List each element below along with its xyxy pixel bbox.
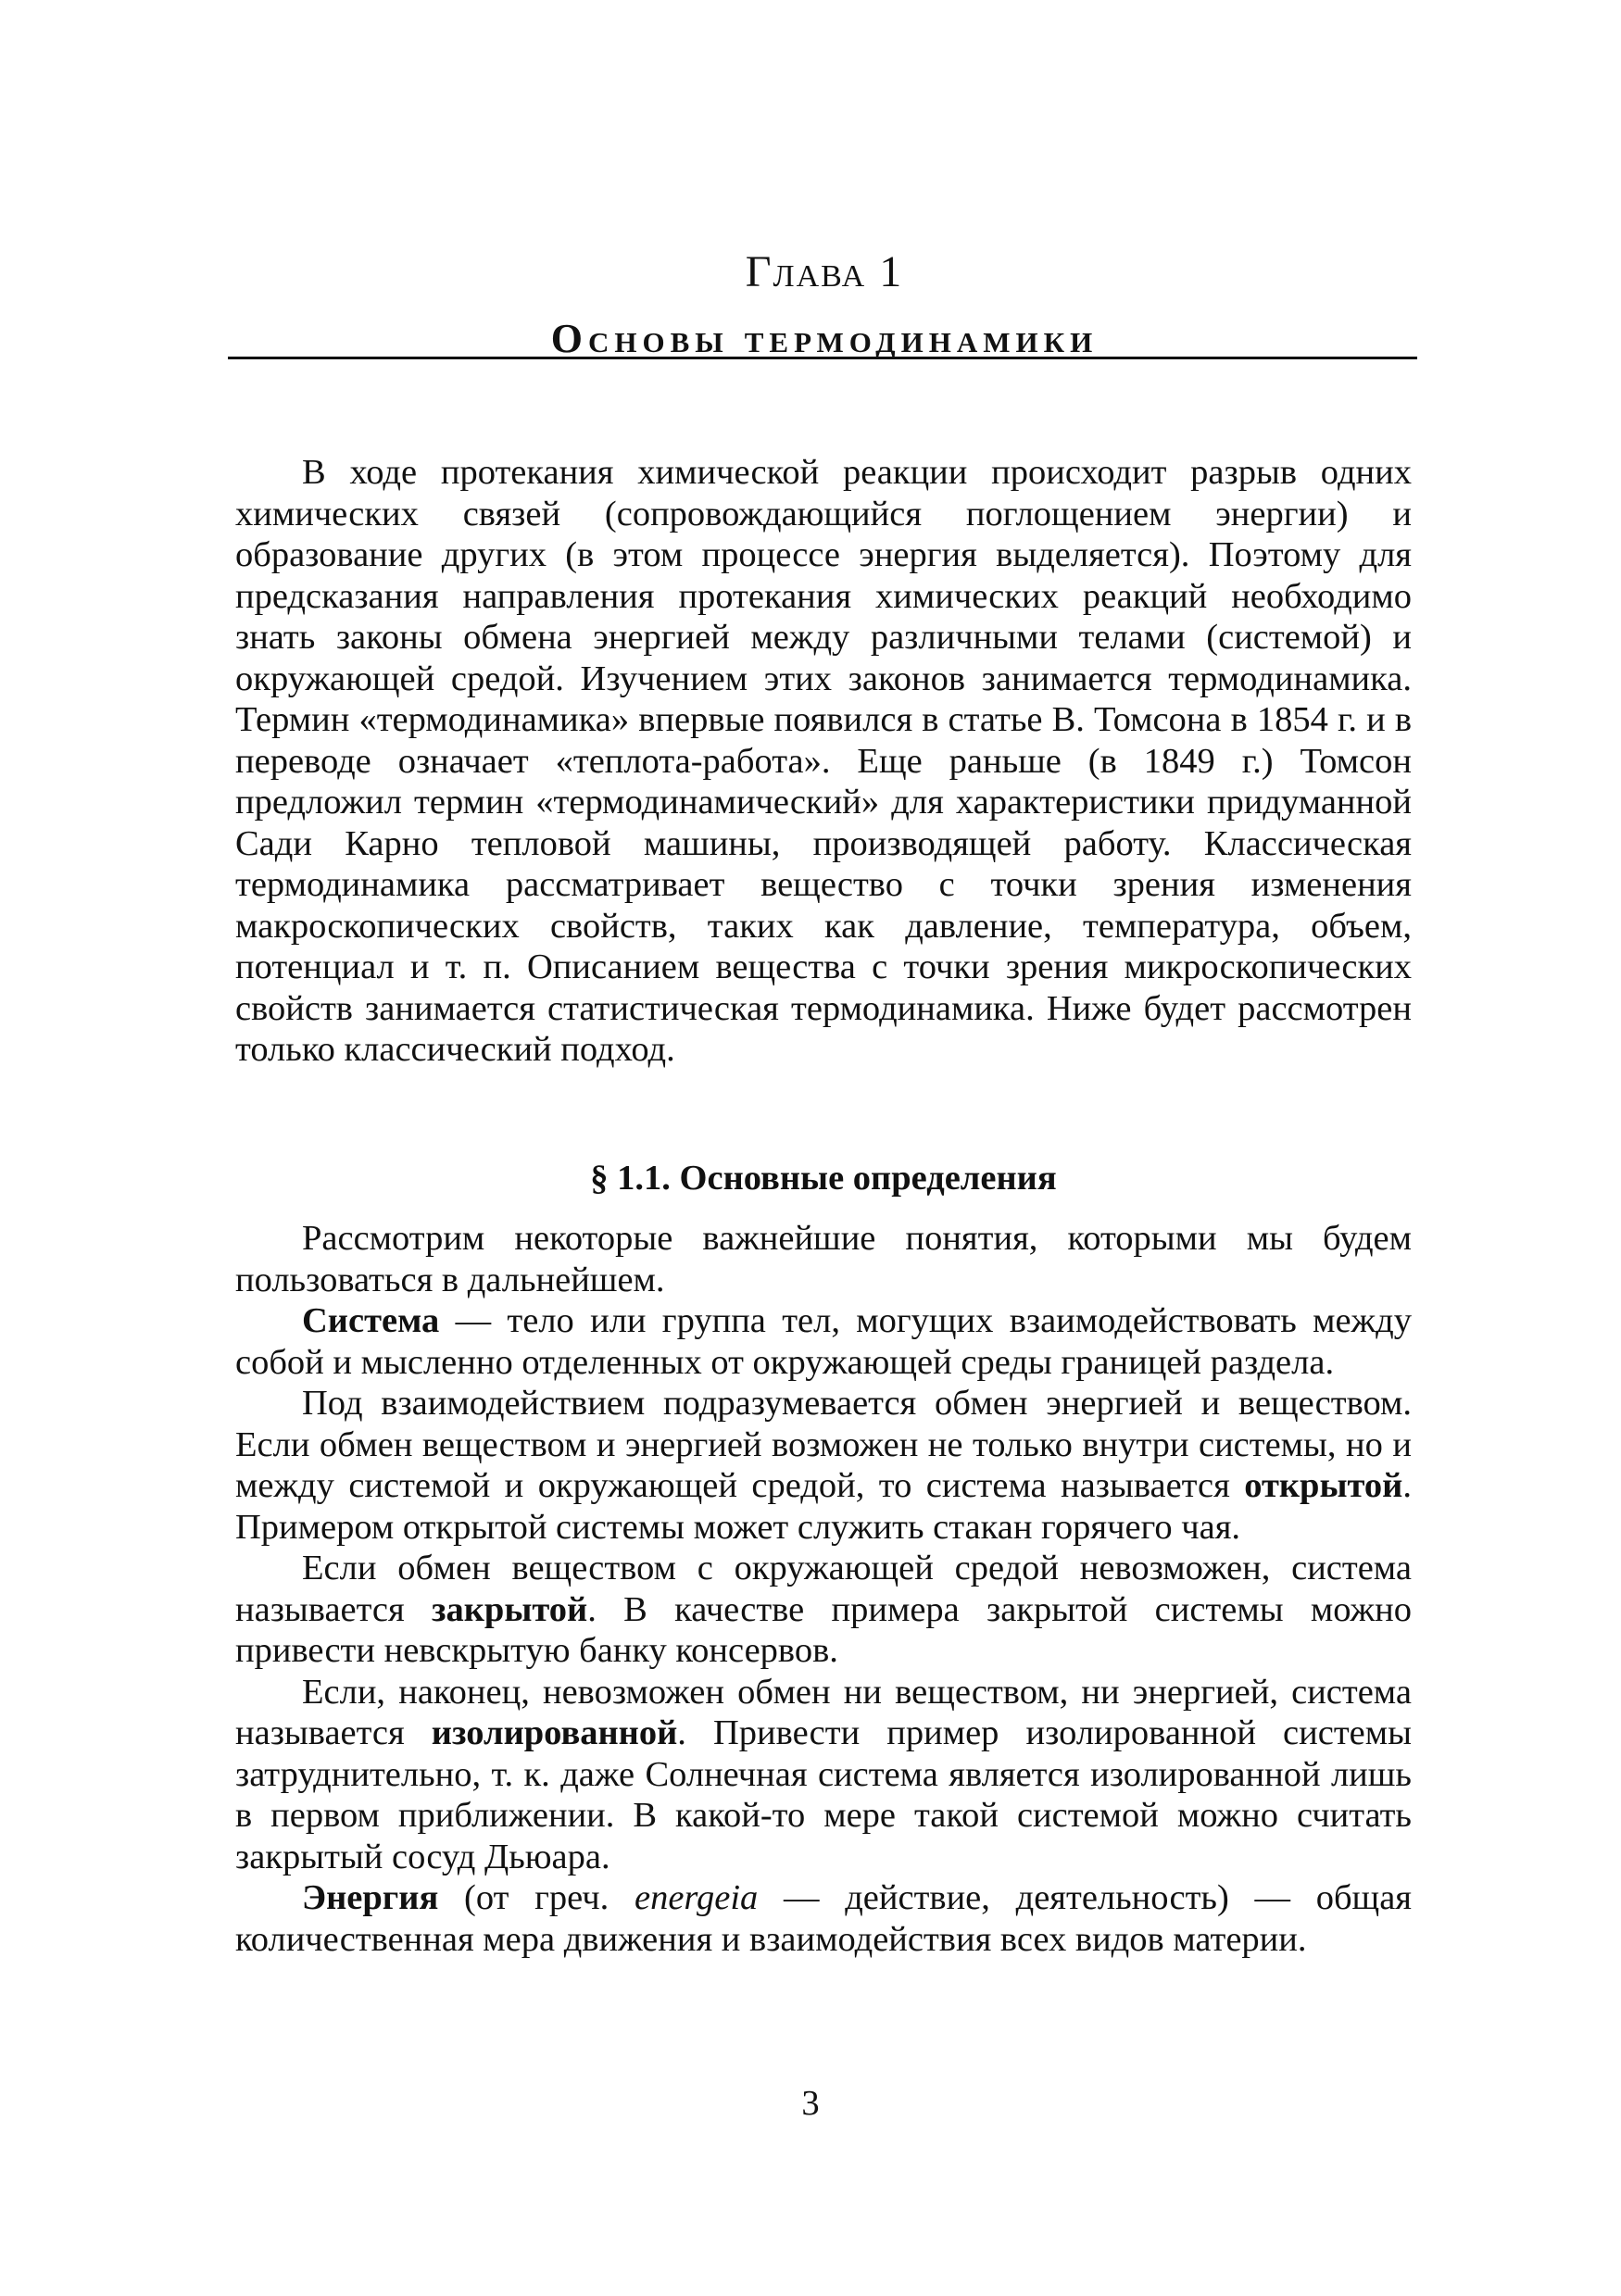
chapter-label: Глава 1 bbox=[745, 247, 904, 296]
paragraph-system bbox=[235, 1300, 1412, 1383]
paragraph-isolated-before: Если, наконец, невозможен обмен ни веществом, ни энергией, система называется bbox=[235, 1672, 1412, 1752]
paragraph-energy-mid2: — действие, деятельность) — общая количественная мера движения и взаимодействия всех видов материи. bbox=[235, 1878, 1412, 1959]
chapter-divider bbox=[228, 357, 1417, 359]
term-system: Система bbox=[302, 1301, 440, 1340]
paragraph-closed-before: Если обмен веществом с окружающей средой невозможен, система называется bbox=[235, 1549, 1412, 1629]
term-open: открытой bbox=[1244, 1466, 1403, 1505]
term-closed: закрытой bbox=[432, 1589, 588, 1629]
greek-word: energeia bbox=[635, 1878, 759, 1917]
intro-section bbox=[235, 452, 1412, 1071]
paragraph-intro: Рассмотрим некоторые важнейшие понятия, которыми мы будем пользоваться в дальнейшем. bbox=[235, 1219, 1412, 1299]
section-heading: § 1.1. Основные определения bbox=[590, 1159, 1057, 1198]
paragraph-open-system bbox=[235, 1383, 1412, 1548]
paragraph-energy bbox=[235, 1877, 1412, 1960]
paragraph-isolated-system bbox=[235, 1672, 1412, 1878]
paragraph-open-before: Под взаимодействием подразумевается обмен энергией и веществом. Если обмен веществом и энергией возможен не только внутри системы, но и между системой и окружающей средой, то система называется bbox=[235, 1384, 1412, 1505]
chapter-title: Основы термодинамики bbox=[550, 316, 1099, 361]
paragraph-open-after: . Примером открытой системы может служить стакан горячего чая. bbox=[235, 1466, 1412, 1547]
page-number: 3 bbox=[801, 2084, 820, 2123]
paragraph-energy-mid1: (от греч. bbox=[438, 1878, 635, 1917]
chapter-heading bbox=[232, 239, 1417, 369]
paragraph-closed-after: . В качестве примера закрытой системы можно привести невскрытую банку консервов. bbox=[235, 1589, 1412, 1670]
paragraph-isolated-after: . Привести пример изолированной системы затруднительно, т. к. даже Солнечная система является изолированной лишь в первом приближении. В какой-то мере такой системой можно считать закрытый сосуд Дьюара. bbox=[235, 1713, 1412, 1876]
term-isolated: изолированной bbox=[431, 1713, 678, 1752]
term-energy: Энергия bbox=[302, 1878, 439, 1917]
intro-paragraph: В ходе протекания химической реакции происходит разрыв одних химических связей (сопровождающийся поглощением энергии) и образование других (в этом процессе энергия выделяется). Поэтому для предсказания направления протекания химических реакций необходимо знать законы обмена энергией между различными телами (системой) и окружающей средой. Изучением этих законов занимается термодинамика. Термин «термодинамика» впервые появился в статье В. Томсона в 1854 г. и в переводе означает «теплота-работа». Еще раньше (в 1849 г.) Томсон предложил термин «термодинамический» для характеристики придуманной Сади Карно тепловой машины, производящей работу. Классическая термодинамика рассматривает вещество с точки зрения изменения макроскопических свойств, таких как давление, температура, объем, потенциал и т. п. Описанием вещества с точки зрения микроскопических свойств занимается статистическая термодинамика. Ниже будет рассмотрен только классический подход. bbox=[235, 453, 1412, 1069]
paragraph-closed-system bbox=[235, 1548, 1412, 1672]
paragraph-system-text: — тело или группа тел, могущих взаимодействовать между собой и мысленно отделенных от окружающей среды границей раздела. bbox=[235, 1301, 1412, 1382]
section-body bbox=[235, 1218, 1412, 1960]
